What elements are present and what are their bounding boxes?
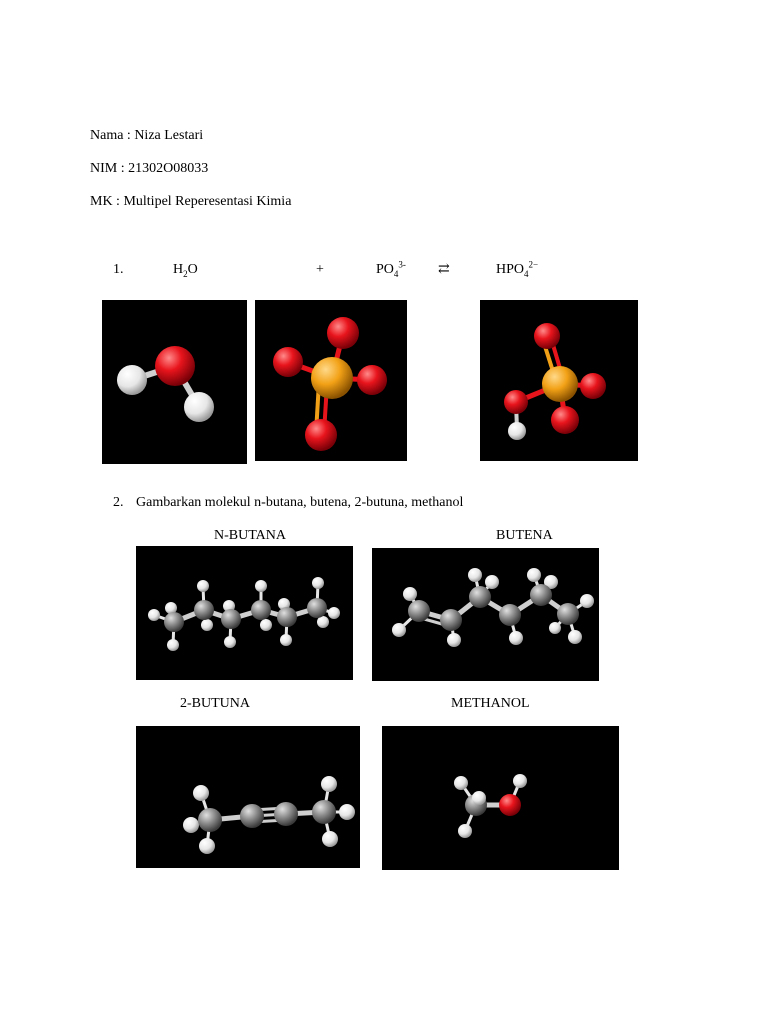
formula-hydrogen-phosphate: $HPO_4^{2-}$ (496, 259, 539, 279)
q1-number: 1. (113, 262, 124, 277)
n-butana-molecule-image (136, 546, 353, 680)
water-molecule-image (102, 300, 247, 464)
student-nim: NIM : 21302O08033 (90, 161, 209, 176)
label-n-butana: N-BUTANA (214, 528, 286, 543)
label-butena: BUTENA (496, 528, 553, 543)
student-name: Nama : Niza Lestari (90, 128, 204, 143)
plus-sign: + (316, 262, 324, 277)
methanol-molecule-image (382, 726, 619, 870)
hydrogen-phosphate-molecule-image (480, 300, 638, 461)
q2-number: 2. (113, 495, 124, 510)
label-2-butuna: 2-BUTUNA (180, 696, 250, 711)
formula-water: $H_2O$ (173, 262, 198, 279)
equilibrium-arrow: ⇄ (438, 262, 450, 277)
formula-phosphate: $PO_4^{3-}$ (376, 259, 406, 279)
2-butuna-molecule-image (136, 726, 360, 868)
course-name: MK : Multipel Reperesentasi Kimia (90, 194, 292, 209)
butena-molecule-image (372, 548, 599, 681)
q2-prompt: Gambarkan molekul n-butana, butena, 2-butuna, methanol (136, 495, 464, 510)
label-methanol: METHANOL (451, 696, 530, 711)
phosphate-molecule-image (255, 300, 407, 461)
